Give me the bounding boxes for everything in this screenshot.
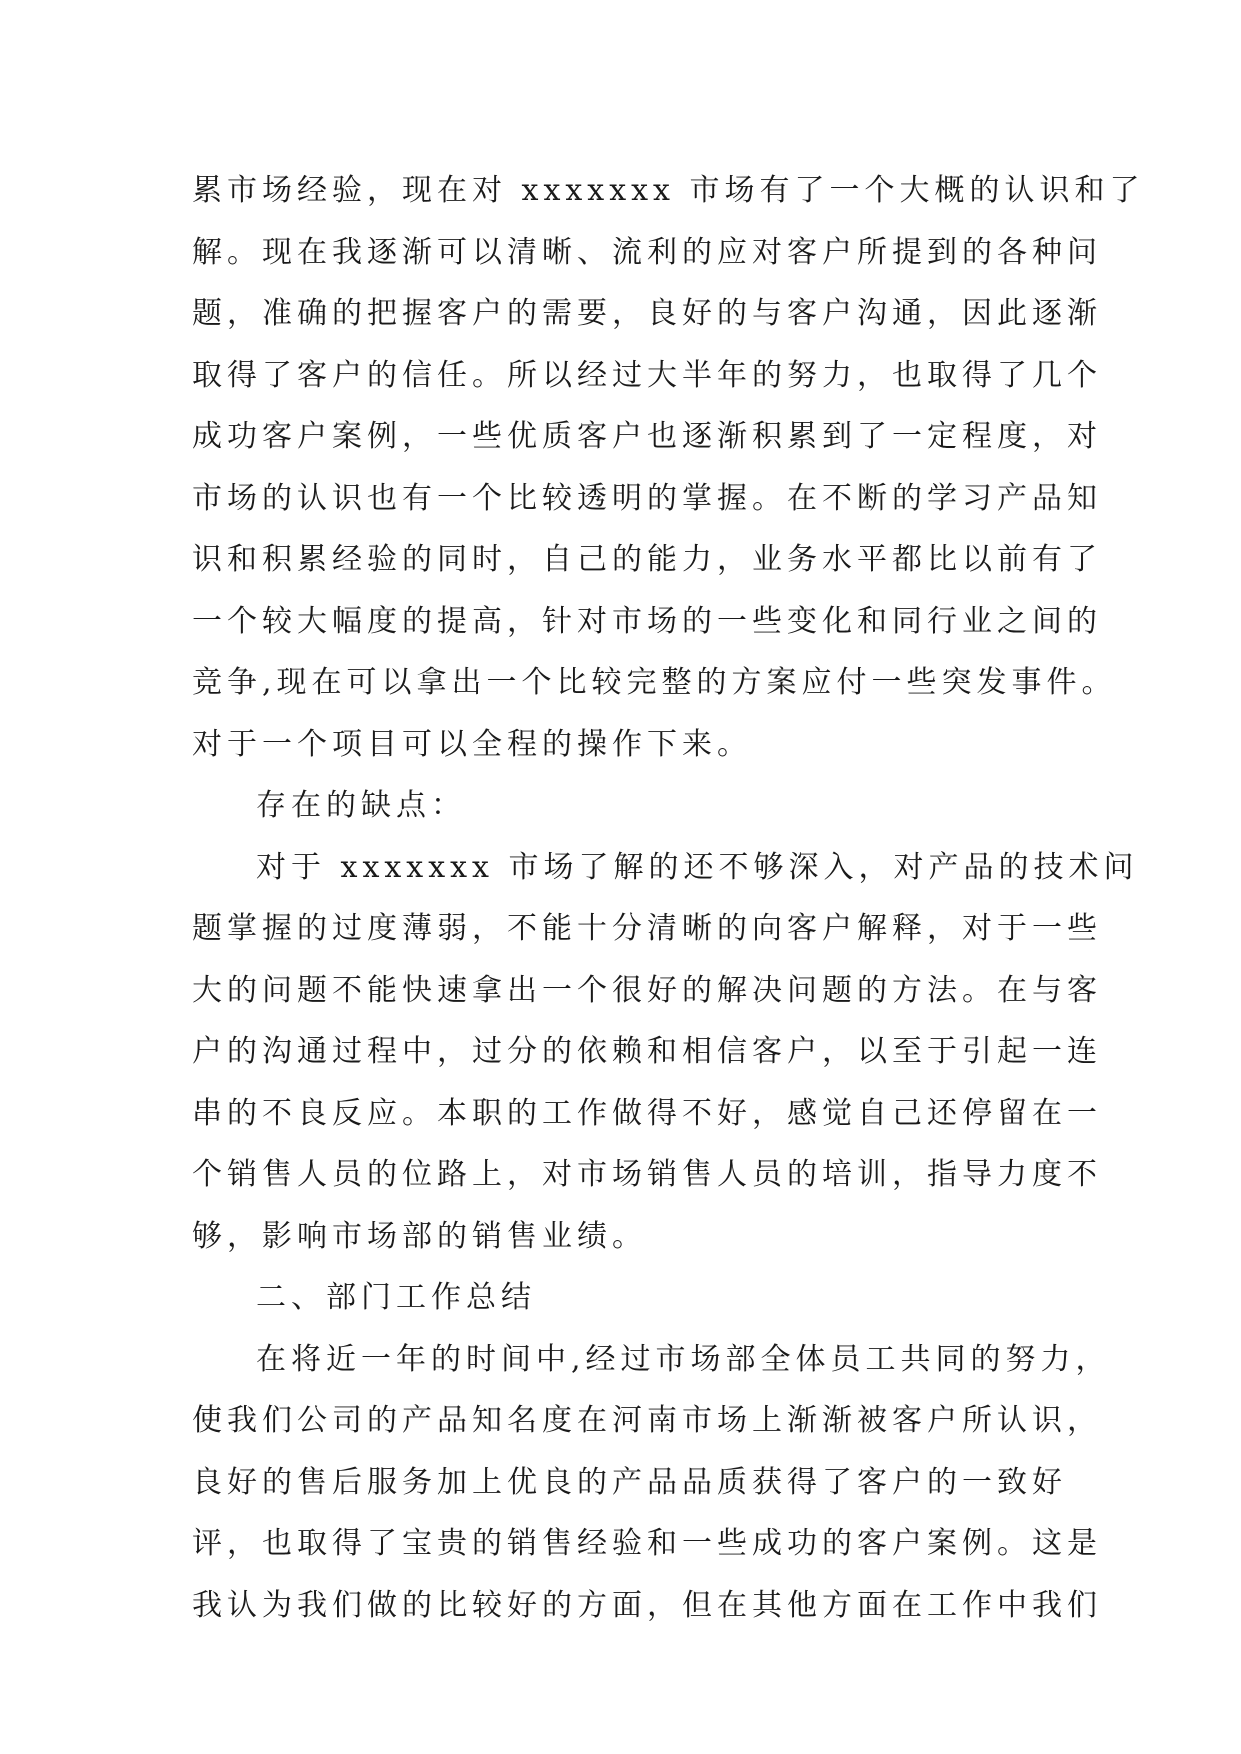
text-line: 评，也取得了宝贵的销售经验和一些成功的客户案例。这是 (192, 1526, 1102, 1561)
text-line: 使我们公司的产品知名度在河南市场上渐渐被客户所认识， (192, 1403, 1102, 1438)
text-line: 户的沟通过程中，过分的依赖和相信客户，以至于引起一连 (192, 1034, 1102, 1069)
text-line: 题掌握的过度薄弱，不能十分清晰的向客户解释，对于一些 (192, 911, 1102, 946)
text-line: 市场的认识也有一个比较透明的掌握。在不断的学习产品知 (192, 480, 1102, 516)
text-line: 存在的缺点： (256, 788, 466, 823)
text-line: 我认为我们做的比较好的方面，但在其他方面在工作中我们 (192, 1587, 1102, 1623)
text-line: 在将近一年的时间中,经过市场部全体员工共同的努力， (256, 1341, 1111, 1377)
text-line: 对于一个项目可以全程的操作下来。 (192, 726, 752, 762)
text-line: 累市场经验，现在对 xxxxxxx 市场有了一个大概的认识和了 (192, 173, 1145, 208)
text-line: 个销售人员的位路上，对市场销售人员的培训，指导力度不 (192, 1157, 1102, 1192)
text-line: 一个较大幅度的提高，针对市场的一些变化和同行业之间的 (192, 603, 1102, 639)
text-line: 成功客户案例，一些优质客户也逐渐积累到了一定程度，对 (192, 419, 1102, 454)
text-line: 良好的售后服务加上优良的产品品质获得了客户的一致好 (192, 1464, 1067, 1500)
text-line: 识和积累经验的同时，自己的能力，业务水平都比以前有了 (192, 542, 1102, 577)
document-body (192, 160, 1145, 1636)
text-line: 二、部门工作总结 (256, 1280, 536, 1315)
text-line: 解。现在我逐渐可以清晰、流利的应对客户所提到的各种问 (192, 234, 1102, 270)
text-line: 题，准确的把握客户的需要，良好的与客户沟通，因此逐渐 (192, 296, 1102, 331)
text-line: 取得了客户的信任。所以经过大半年的努力，也取得了几个 (192, 357, 1102, 393)
text-line: 对于 xxxxxxx 市场了解的还不够深入，对产品的技术问 (256, 849, 1139, 885)
text-line: 竞争,现在可以拿出一个比较完整的方案应付一些突发事件。 (192, 665, 1117, 700)
text-line: 大的问题不能快速拿出一个很好的解决问题的方法。在与客 (192, 972, 1102, 1008)
text-line: 串的不良反应。本职的工作做得不好，感觉自己还停留在一 (192, 1095, 1102, 1131)
text-line: 够，影响市场部的销售业绩。 (192, 1218, 647, 1254)
